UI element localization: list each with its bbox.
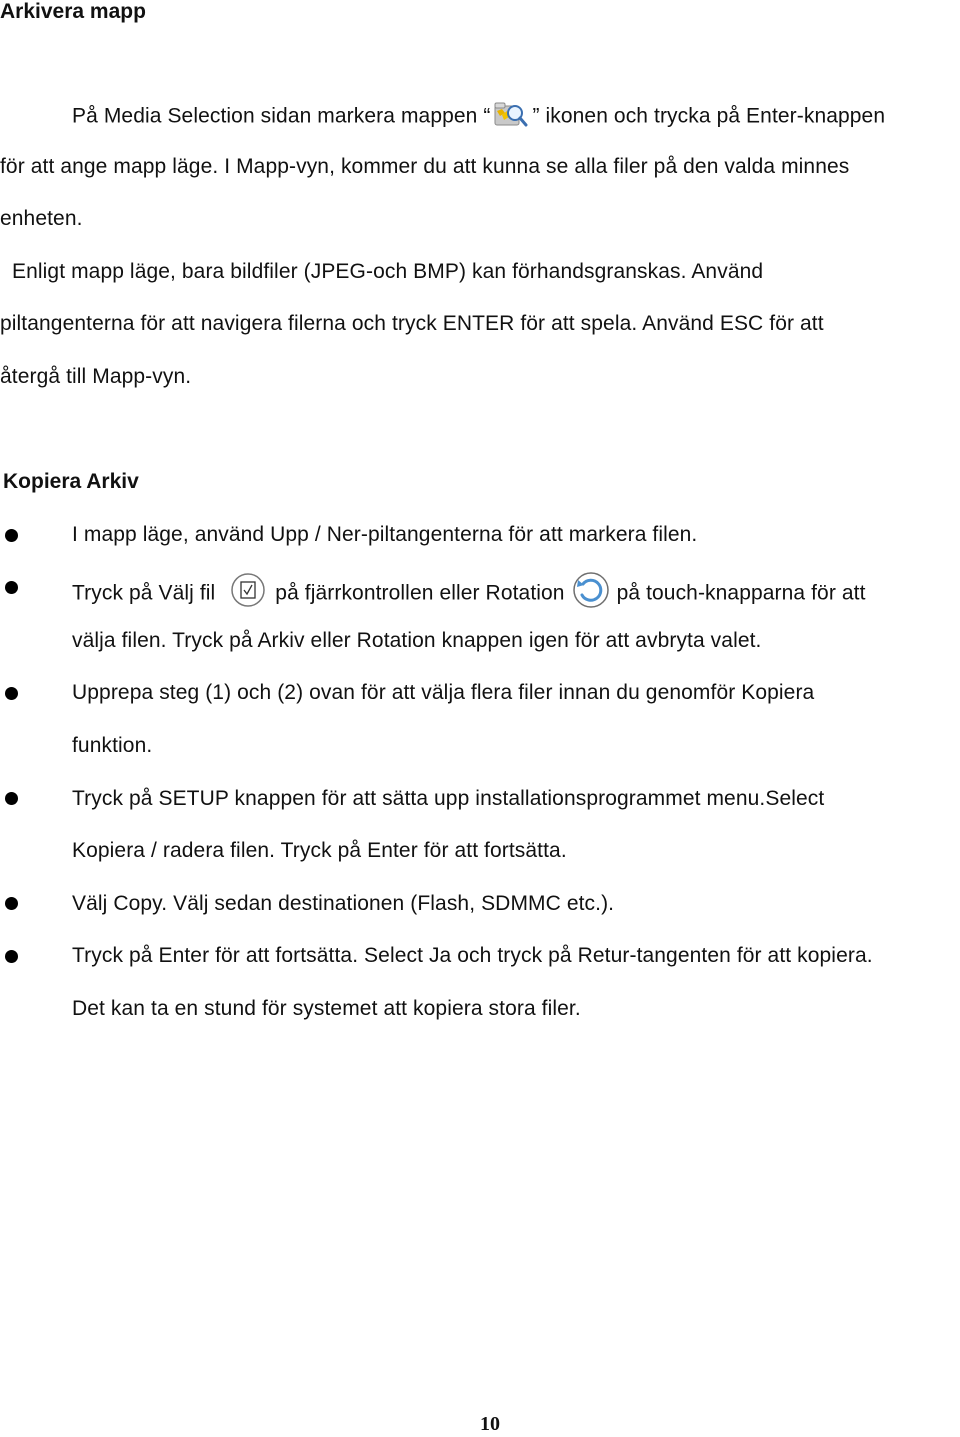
page-number: 10 [480,1413,500,1435]
bullet-item-2 [72,575,866,613]
paragraph-line-1 [72,101,885,133]
bullet-item-3-continuation: funktion. [72,734,153,757]
bullet-icon [5,687,18,700]
bullet-item-6: Tryck på Enter för att fortsätta. Select Ja och tryck på Retur-tangenten för att kopiera. [72,944,873,967]
paragraph-line-3: enheten. [0,207,83,230]
bullet-item-4-continuation: Kopiera / radera filen. Tryck på Enter för att fortsätta. [72,839,567,862]
paragraph-line-2: för att ange mapp läge. I Mapp-vyn, kommer du att kunna se alla filer på den valda minnes [0,155,850,178]
bullet-item-1: I mapp läge, använd Upp / Ner-piltangenterna för att markera filen. [72,523,698,546]
bullet-icon [5,792,18,805]
bullet-icon [5,581,18,594]
paragraph-line-1-end: ” ikonen och trycka på Enter-knappen [532,104,886,128]
paragraph-line-1-start: På Media Selection sidan markera mappen “ [72,104,491,128]
bullet-icon [5,950,18,963]
bullet-item-4: Tryck på SETUP knappen för att sätta upp installationsprogrammet menu.Select [72,787,825,810]
rotation-arrow-icon [571,571,611,609]
bullet-item-2-continuation: välja filen. Tryck på Arkiv eller Rotation knappen igen för att avbryta valet. [72,629,762,652]
bullet-item-2-part-2: på fjärrkontrollen eller Rotation [275,581,565,605]
folder-search-icon [494,99,528,131]
section-title-arkivera-mapp: Arkivera mapp [0,0,146,23]
section-title-kopiera-arkiv: Kopiera Arkiv [3,470,139,493]
bullet-icon [5,897,18,910]
paragraph-line-6: återgå till Mapp-vyn. [0,365,192,388]
select-file-checkbox-icon [229,572,267,608]
paragraph-line-4: Enligt mapp läge, bara bildfiler (JPEG-och BMP) kan förhandsgranskas. Använd [12,260,764,283]
bullet-item-2-part-3: på touch-knapparna för att [616,581,866,605]
bullet-item-6-continuation: Det kan ta en stund för systemet att kopiera stora filer. [72,997,581,1020]
bullet-icon [5,529,18,542]
bullet-item-3: Upprepa steg (1) och (2) ovan för att välja flera filer innan du genomför Kopiera [72,681,815,704]
paragraph-line-5: piltangenterna för att navigera filerna och tryck ENTER för att spela. Använd ESC för att [0,312,824,335]
bullet-item-2-part-1: Tryck på Välj fil [72,581,216,605]
bullet-item-5: Välj Copy. Välj sedan destinationen (Flash, SDMMC etc.). [72,892,615,915]
